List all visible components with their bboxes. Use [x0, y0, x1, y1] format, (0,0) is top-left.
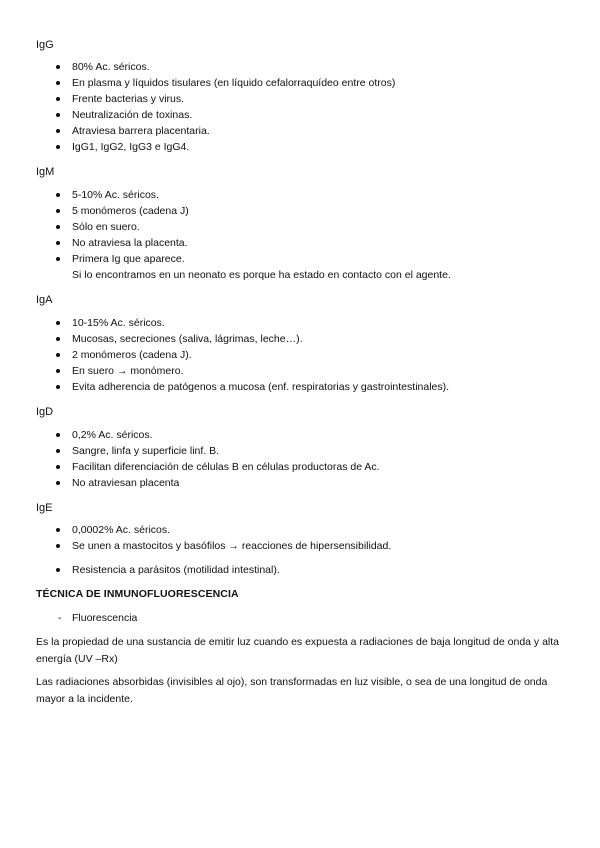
bullet-icon: [56, 544, 60, 548]
bullet-icon: [56, 241, 60, 245]
bullet-icon: [56, 528, 60, 532]
bullet-icon: [56, 113, 60, 117]
bullet-icon: [56, 433, 60, 437]
section-heading-iga: IgA: [36, 294, 53, 306]
bullet-icon: [56, 481, 60, 485]
bullet-icon: [56, 193, 60, 197]
bullet-icon: [56, 465, 60, 469]
paragraph-definition: Es la propiedad de una sustancia de emitir luz cuando es expuesta a radiaciones de baja longitud de onda y alta energía (UV –Rx): [36, 636, 560, 665]
bullet-icon: [56, 225, 60, 229]
section-title-technique: TÉCNICA DE INMUNOFLUORESCENCIA: [36, 588, 239, 600]
bullet-icon: [56, 129, 60, 133]
bullet-icon: [56, 145, 60, 149]
document-page: IgG 80% Ac. séricos. En plasma y líquidos tisulares (en líquido cefalorraquídeo entre otros) Frente bacterias y virus. Neutralización de toxinas. Atraviesa barrera placentaria. IgG1, IgG2, IgG3 e IgG4. IgM 5-10% Ac. séricos. 5 monómeros (cadena J) Sólo en suero. No atraviesa la placenta. Primera Ig que aparece. Si lo encontramos en un neonato es porque ha estado en contacto con el agente. IgA 10-15% Ac. séricos. Mucosas, secreciones (saliva, lágrimas, leche…). 2 monómeros (cadena J). En suero → monómero. Evita adherencia de patógenos a mucosa (enf. respiratorias y gastrointestinales). IgD 0,2% Ac. séricos. Sangre, linfa y superficie linf. B. Facilitan diferenciación de células B en células productoras de Ac. No atraviesan placenta IgE 0,0002% Ac. séricos. Se unen a mastocitos y basófilos → reacciones de hipersensibilidad. Resistencia a parásitos (motilidad intestinal). TÉCNICA DE INMUNOFLUORESCENCIA - Fluorescencia Es la propiedad de una sustancia de emitir luz cuando es expuesta a radiaciones de baja longitud de onda y alta energía (UV –Rx) Las radiaciones absorbidas (invisibles al ojo), son transformadas en luz visible, o sea de una longitud de onda mayor a la incidente.: [0, 0, 600, 848]
bullet-icon: [56, 209, 60, 213]
list-item-continuation: Si lo encontramos en un neonato es porque ha estado en contacto con el agente.: [72, 269, 451, 281]
bullet-icon: [56, 337, 60, 341]
bullet-icon: [56, 97, 60, 101]
bullet-icon: [56, 385, 60, 389]
section-heading-igm: IgM: [36, 166, 55, 178]
section-heading-ige: IgE: [36, 502, 53, 514]
bullet-icon: [56, 568, 60, 572]
paragraph-radiation: Las radiaciones absorbidas (invisibles al ojo), son transformadas en luz visible, o sea de una longitud de onda mayor a la incidente.: [36, 676, 548, 705]
bullet-icon: [56, 321, 60, 325]
bullet-icon: [56, 369, 60, 373]
section-heading-igd: IgD: [36, 406, 54, 418]
section-heading-igg: IgG: [36, 39, 54, 51]
bullet-icon: [56, 65, 60, 69]
bullet-icon: [56, 81, 60, 85]
bullet-icon: [56, 257, 60, 261]
bullet-icon: [56, 449, 60, 453]
bullet-icon: [56, 353, 60, 357]
dash-marker: -: [58, 612, 62, 624]
